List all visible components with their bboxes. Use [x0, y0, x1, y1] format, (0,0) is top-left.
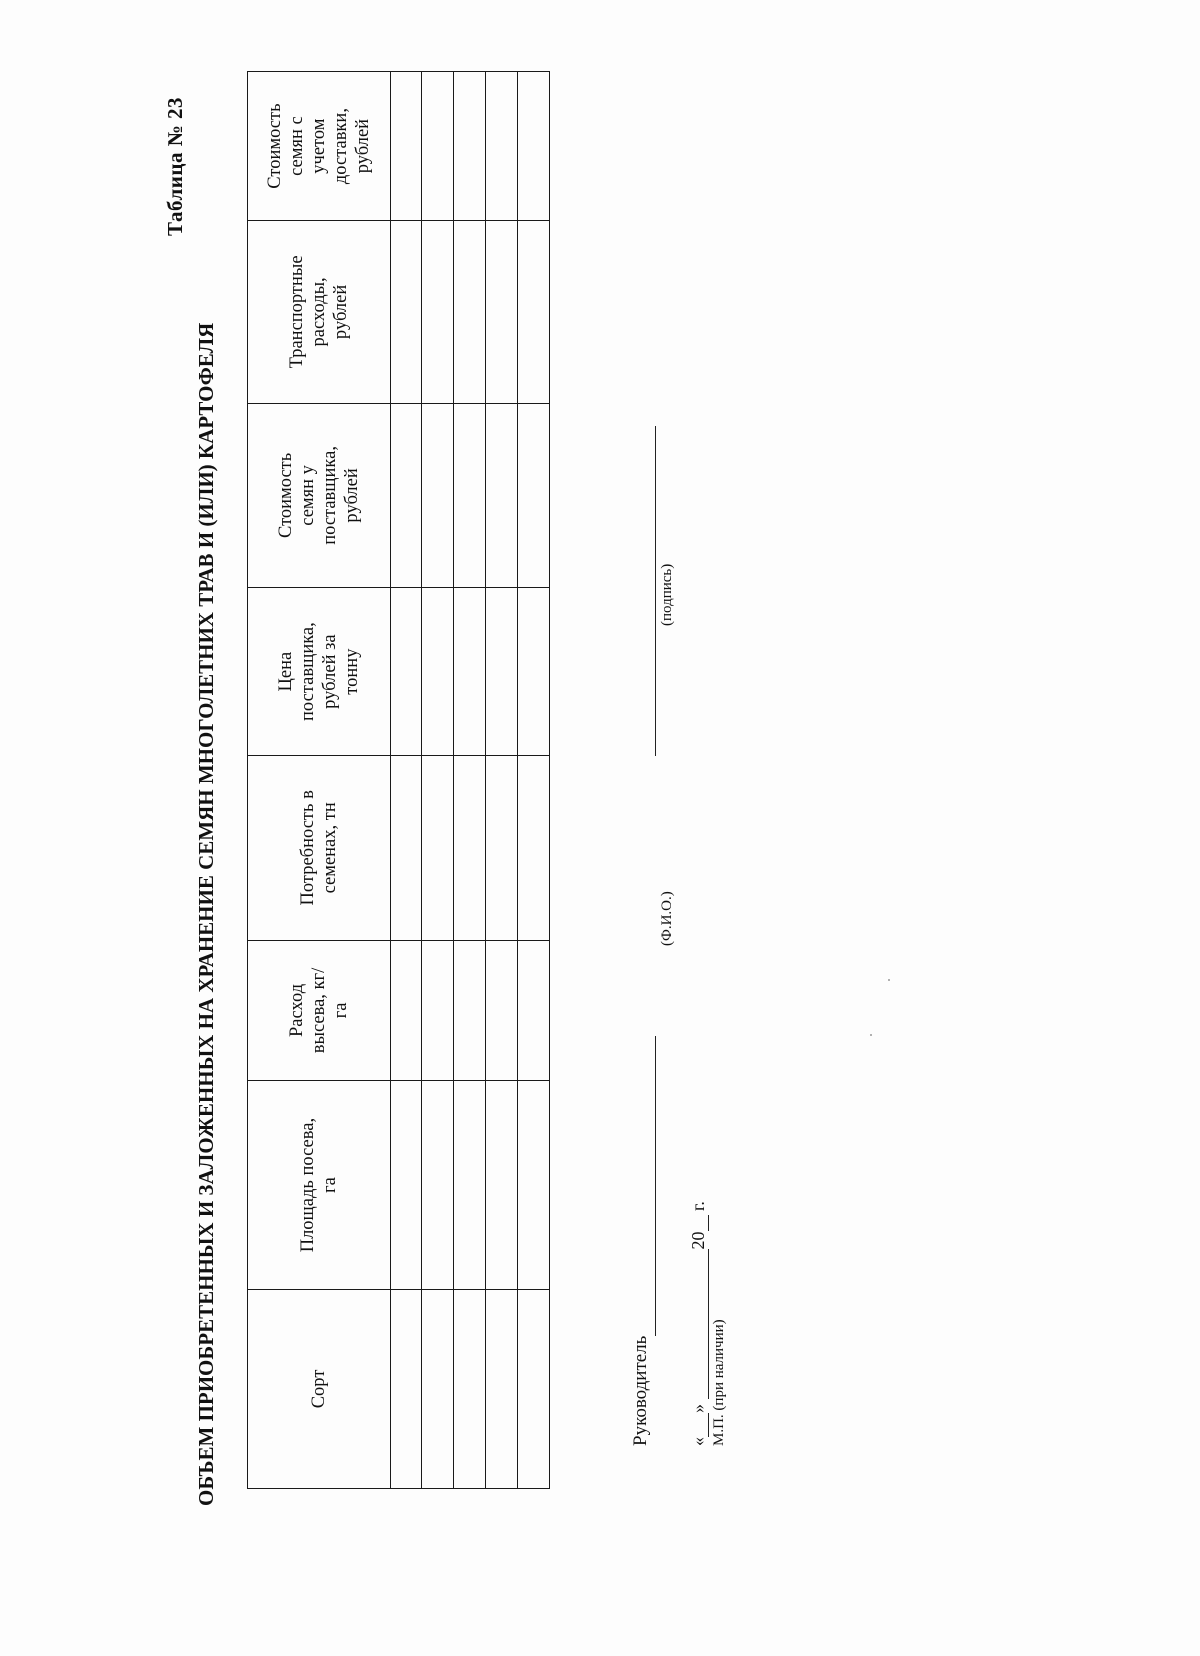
column-header-variety: Сорт	[248, 1289, 391, 1488]
table-cell[interactable]	[486, 588, 518, 756]
year-prefix: 20	[688, 1231, 708, 1250]
year-suffix: г.	[688, 1201, 708, 1211]
table-cell[interactable]	[454, 1289, 486, 1488]
column-header-seeding-rate: Расход высева, кг/га	[248, 940, 391, 1081]
table-cell[interactable]	[391, 403, 422, 588]
table-cell[interactable]	[391, 1289, 422, 1488]
scan-speck	[870, 1034, 872, 1036]
column-header-supplier-price: Цена поставщика, рублей за тонну	[248, 588, 391, 756]
table-cell[interactable]	[518, 940, 550, 1081]
table-cell[interactable]	[454, 756, 486, 941]
table-cell[interactable]	[486, 1289, 518, 1488]
table-cell[interactable]	[518, 1081, 550, 1290]
manager-name-line[interactable]	[655, 1036, 656, 1336]
document-title: ОБЪЕМ ПРИОБРЕТЕННЫХ И ЗАЛОЖЕННЫХ НА ХРАНЕНИЕ СЕМЯН МНОГОЛЕТНИХ ТРАВ И (ИЛИ) КАРТОФЕЛЯ	[194, 322, 218, 1506]
table-cell[interactable]	[422, 72, 454, 221]
table-cell[interactable]	[486, 221, 518, 403]
table-cell[interactable]	[422, 221, 454, 403]
table-cell[interactable]	[518, 72, 550, 221]
table-cell[interactable]	[518, 221, 550, 403]
date-close-quote: »	[688, 1404, 708, 1413]
table-cell[interactable]	[422, 1289, 454, 1488]
table-cell[interactable]	[422, 588, 454, 756]
year-blank[interactable]	[692, 1216, 709, 1232]
signature-line[interactable]	[655, 426, 656, 756]
table-cell[interactable]	[518, 588, 550, 756]
table-cell[interactable]	[422, 1081, 454, 1290]
table-row	[422, 72, 454, 1489]
column-header-sowing-area: Площадь посева, га	[248, 1081, 391, 1290]
table-cell[interactable]	[391, 1081, 422, 1290]
date-line	[688, 1201, 709, 1446]
table-row	[454, 72, 486, 1489]
data-table	[247, 71, 550, 1489]
table-cell[interactable]	[518, 403, 550, 588]
table-number: Таблица № 23	[163, 96, 187, 236]
table-header-row	[248, 72, 391, 1489]
table-cell[interactable]	[486, 403, 518, 588]
table-cell[interactable]	[454, 221, 486, 403]
column-header-supplier-cost: Стоимость семян у поставщика, рублей	[248, 403, 391, 588]
table-cell[interactable]	[422, 756, 454, 941]
signature-footer	[620, 46, 760, 1446]
column-header-seed-requirement: Потребность в семенах, тн	[248, 756, 391, 941]
table-cell[interactable]	[518, 756, 550, 941]
table-cell[interactable]	[486, 1081, 518, 1290]
table-cell[interactable]	[391, 588, 422, 756]
table-cell[interactable]	[454, 72, 486, 221]
month-blank[interactable]	[692, 1250, 709, 1400]
table-cell[interactable]	[486, 756, 518, 941]
table-row	[486, 72, 518, 1489]
table-cell[interactable]	[486, 940, 518, 1081]
table-cell[interactable]	[486, 72, 518, 221]
stamp-caption: М.П. (при наличии)	[711, 1319, 727, 1446]
table-cell[interactable]	[391, 72, 422, 221]
table-row	[391, 72, 422, 1489]
column-header-transport-costs: Транспортные расходы, рублей	[248, 221, 391, 403]
table-cell[interactable]	[391, 940, 422, 1081]
signature-caption: (подпись)	[659, 563, 675, 626]
scan-speck	[888, 979, 890, 981]
day-blank[interactable]	[692, 1413, 709, 1437]
fio-caption: (Ф.И.О.)	[659, 891, 675, 946]
table-cell[interactable]	[391, 221, 422, 403]
table-cell[interactable]	[518, 1289, 550, 1488]
table-cell[interactable]	[391, 756, 422, 941]
table-cell[interactable]	[454, 588, 486, 756]
column-header-cost-with-delivery: Стоимость семян с учетом доставки, рублей	[248, 72, 391, 221]
table-cell[interactable]	[454, 1081, 486, 1290]
manager-label: Руководитель	[630, 1335, 651, 1446]
date-open-quote: «	[688, 1437, 708, 1446]
table-cell[interactable]	[422, 940, 454, 1081]
table-cell[interactable]	[454, 403, 486, 588]
table-cell[interactable]	[454, 940, 486, 1081]
table-cell[interactable]	[422, 403, 454, 588]
table-row	[518, 72, 550, 1489]
